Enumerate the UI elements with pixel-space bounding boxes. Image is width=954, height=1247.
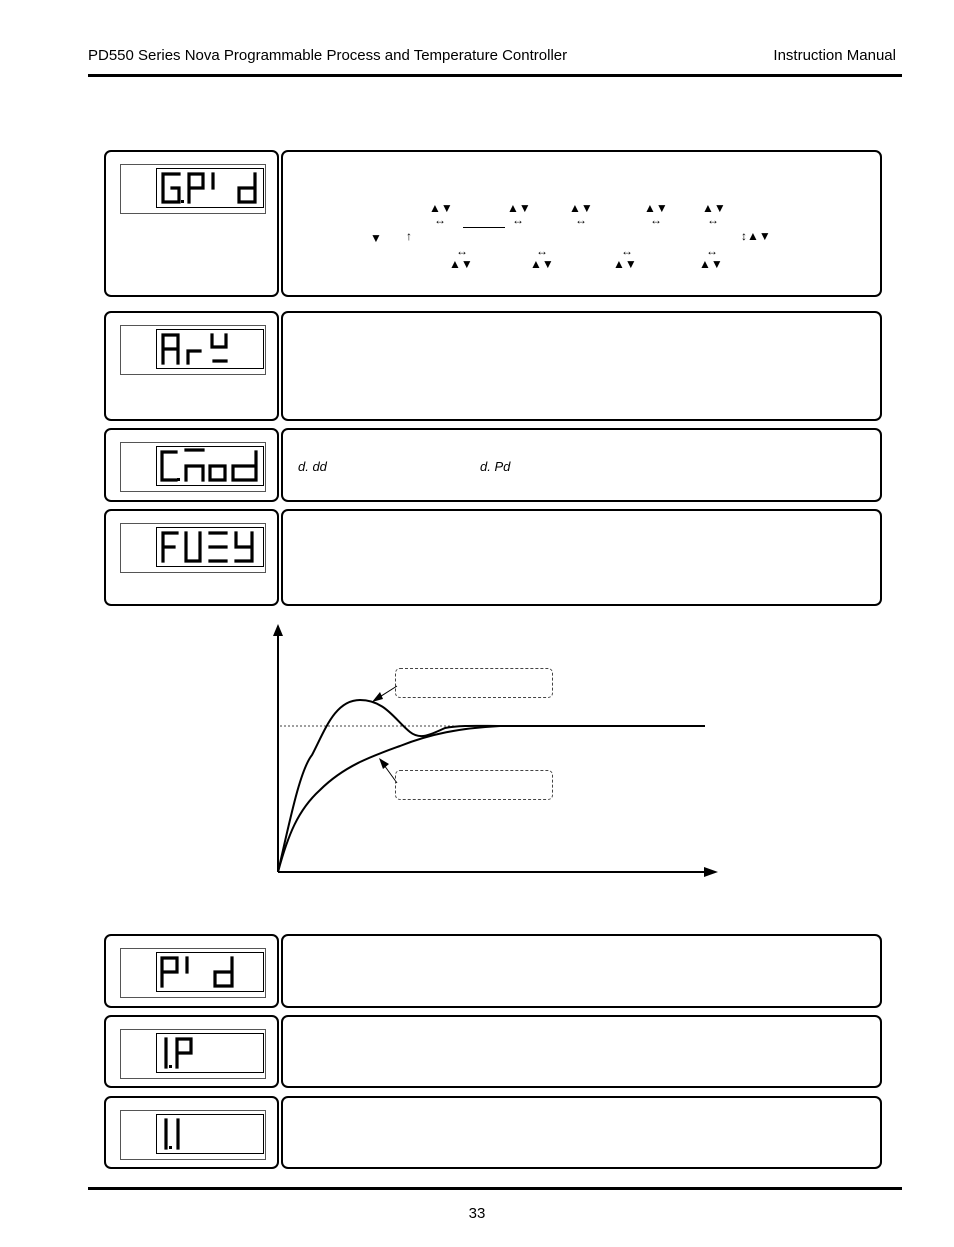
updown-arrows-icon: ▲▼ <box>449 257 473 271</box>
display-panel <box>104 509 279 606</box>
lcd-frame <box>120 948 266 998</box>
lcd-fuzy-segments <box>157 528 263 566</box>
param-row-cmod <box>104 428 882 502</box>
leftright-arrow-icon: ↔ <box>706 244 718 258</box>
lcd-frame <box>120 442 266 492</box>
cmod-option-dd: d. dd <box>298 459 327 474</box>
x-axis <box>278 867 718 877</box>
header-rule <box>88 74 902 77</box>
param-row-pid <box>104 934 882 1008</box>
header-title: PD550 Series Nova Programmable Process and Temperature Controller <box>88 47 568 64</box>
leftright-arrow-icon: ↔ <box>707 213 719 227</box>
leftright-arrow-icon: ↔ <box>621 244 633 258</box>
leftright-arrow-icon: ↔ <box>536 244 548 258</box>
display-panel <box>104 1096 279 1169</box>
callout-box-overshoot <box>395 668 553 698</box>
page-number: 33 <box>468 1205 486 1222</box>
vertical-updown-icon: ↕▲▼ <box>741 229 771 243</box>
updown-arrows-icon: ▲▼ <box>644 201 668 215</box>
updown-arrows-icon: ▲▼ <box>429 201 453 215</box>
display-panel <box>104 428 279 502</box>
cmod-option-pd: d. Pd <box>480 459 511 474</box>
lcd-1i-segments <box>157 1115 263 1153</box>
lcd-gpid-segments <box>157 169 263 207</box>
underline-rule <box>463 227 505 228</box>
leftright-arrow-icon: ↔ <box>512 213 524 227</box>
description-panel <box>281 1015 882 1088</box>
y-axis <box>273 624 283 872</box>
lcd-display <box>156 952 264 992</box>
param-row-fuzy <box>104 509 882 606</box>
updown-arrows-icon: ▲▼ <box>702 201 726 215</box>
footer-rule <box>88 1187 902 1190</box>
leftright-arrow-icon: ↔ <box>456 244 468 258</box>
down-arrow-icon: ▼ <box>370 231 382 245</box>
param-row-gpid <box>104 150 882 297</box>
callout-box-fuzzy <box>395 770 553 800</box>
leftright-arrow-icon: ↔ <box>434 213 446 227</box>
param-row-1p <box>104 1015 882 1088</box>
updown-arrows-icon: ▲▼ <box>569 201 593 215</box>
lcd-pid-segments <box>157 953 263 991</box>
description-panel <box>281 934 882 1008</box>
up-arrow-icon: ↑ <box>406 229 412 243</box>
leftright-arrow-icon: ↔ <box>575 213 587 227</box>
lcd-frame <box>120 523 266 573</box>
leftright-arrow-icon: ↔ <box>650 213 662 227</box>
display-panel <box>104 1015 279 1088</box>
lcd-cmod-segments <box>157 447 263 485</box>
description-panel <box>281 1096 882 1169</box>
description-panel <box>281 311 882 421</box>
param-row-arw <box>104 311 882 421</box>
lcd-display <box>156 168 264 208</box>
description-panel <box>281 509 882 606</box>
updown-arrows-icon: ▲▼ <box>507 201 531 215</box>
lcd-display <box>156 446 264 486</box>
lcd-frame <box>120 1110 266 1160</box>
display-panel <box>104 311 279 421</box>
lcd-frame <box>120 164 266 214</box>
response-curve-diagram <box>260 620 730 885</box>
updown-arrows-icon: ▲▼ <box>699 257 723 271</box>
description-panel <box>281 150 882 297</box>
display-panel <box>104 150 279 297</box>
lcd-display <box>156 1114 264 1154</box>
lcd-1p-segments <box>157 1034 263 1072</box>
lcd-display <box>156 329 264 369</box>
param-row-1i <box>104 1096 882 1169</box>
lcd-frame <box>120 1029 266 1079</box>
description-panel <box>281 428 882 502</box>
lcd-arw-segments <box>157 330 263 368</box>
updown-arrows-icon: ▲▼ <box>613 257 637 271</box>
callout-arrow-overshoot <box>372 686 397 702</box>
lcd-frame <box>120 325 266 375</box>
lcd-display <box>156 527 264 567</box>
updown-arrows-icon: ▲▼ <box>530 257 554 271</box>
header-doc-type: Instruction Manual <box>773 47 896 64</box>
lcd-display <box>156 1033 264 1073</box>
display-panel <box>104 934 279 1008</box>
